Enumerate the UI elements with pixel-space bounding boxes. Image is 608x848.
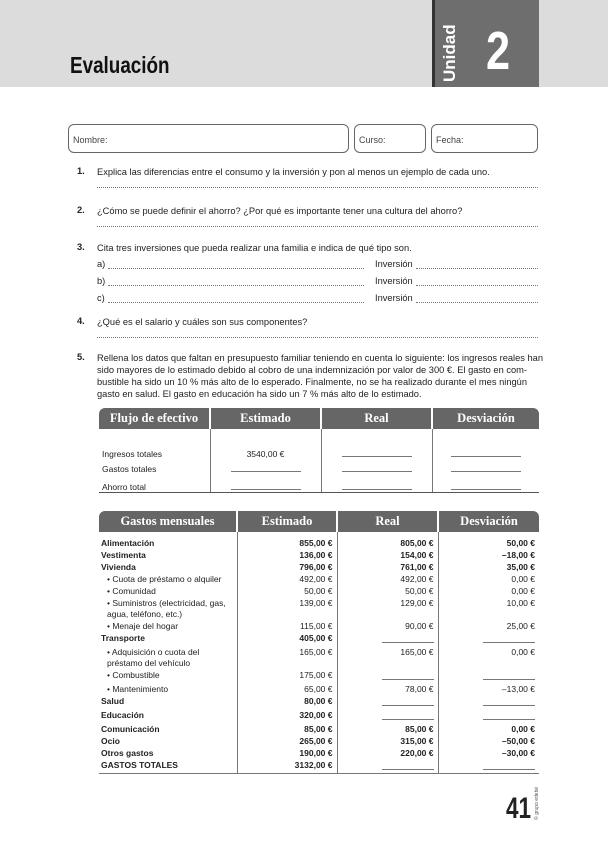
cell-real <box>337 669 438 683</box>
row-label: Ocio <box>99 735 237 747</box>
cell-dev <box>438 632 539 646</box>
answer-line[interactable] <box>416 268 538 269</box>
question-text-line: gasto en salud. El gasto en educación ha sido un 7 % más alto de lo estimado. <box>97 389 422 399</box>
cell-dev: 35,00 € <box>506 562 535 572</box>
blank-cell[interactable] <box>451 462 521 472</box>
blank-cell[interactable] <box>483 760 535 770</box>
cash-flow-table <box>99 408 539 493</box>
cell-dev: 0,00 € <box>511 724 535 734</box>
cell-est: 50,00 € <box>237 585 337 597</box>
cell-dev: 0,00 € <box>511 586 535 596</box>
question-text-line: sido mayores de lo estimado debido al cobro de una indemnización por valor de 300 €. El gasto en com- <box>97 365 527 375</box>
cell-dev: 25,00 € <box>506 621 535 631</box>
table-row <box>99 735 539 747</box>
cell-est: 175,00 € <box>237 669 337 683</box>
cell-real: 165,00 € <box>337 646 438 669</box>
item-label: a) <box>97 259 106 269</box>
table-row <box>99 747 539 759</box>
col-header: Estimado <box>210 408 321 429</box>
monthly-expenses-table <box>99 511 539 774</box>
cell-est: 165,00 € <box>237 646 337 669</box>
row-label: Ahorro total <box>99 474 210 493</box>
table-row <box>99 459 539 474</box>
cell-est: 65,00 € <box>237 683 337 695</box>
row-label: • Suministros (electricidad, gas, agua, teléfono, etc.) <box>99 597 237 620</box>
blank-cell[interactable] <box>231 480 301 490</box>
cell-real <box>337 709 438 723</box>
table-row <box>99 759 539 774</box>
cell-estimated: 3540,00 € <box>210 444 321 459</box>
cell-real: 761,00 € <box>337 561 438 573</box>
answer-line[interactable] <box>108 285 364 286</box>
row-label: Otros gastos <box>99 747 237 759</box>
row-label: • Comunidad <box>99 585 237 597</box>
table-row <box>99 549 539 561</box>
cell-est: 405,00 € <box>237 632 337 646</box>
table-row <box>99 597 539 620</box>
item-label: c) <box>97 293 105 303</box>
cell-real: 129,00 € <box>337 597 438 620</box>
publisher-credit: © grupo edebé <box>534 786 540 820</box>
blank-cell[interactable] <box>451 447 521 457</box>
row-label: • Adquisición o cuota del préstamo del vehículo <box>99 646 237 669</box>
table-row <box>99 646 539 669</box>
question-number: 4. <box>77 316 85 326</box>
answer-line[interactable] <box>97 226 538 227</box>
name-field[interactable]: Nombre: <box>68 124 349 153</box>
blank-cell[interactable] <box>382 696 434 706</box>
cell-est: 85,00 € <box>237 723 337 735</box>
course-field[interactable]: Curso: <box>354 124 426 153</box>
cell-real: 315,00 € <box>337 735 438 747</box>
table-row <box>99 683 539 695</box>
cell-dev: –13,00 € <box>501 684 535 694</box>
cell-est: 492,00 € <box>237 573 337 585</box>
table-row <box>99 474 539 493</box>
cell-est: 190,00 € <box>237 747 337 759</box>
blank-cell[interactable] <box>342 480 412 490</box>
date-field[interactable]: Fecha: <box>431 124 538 153</box>
blank-cell[interactable] <box>382 760 434 770</box>
investment-label: Inversión <box>375 259 413 269</box>
blank-cell[interactable] <box>451 480 521 490</box>
investment-label: Inversión <box>375 276 413 286</box>
cell-real: 85,00 € <box>337 723 438 735</box>
blank-cell[interactable] <box>342 447 412 457</box>
row-label: • Cuota de préstamo o alquiler <box>99 573 237 585</box>
cell-est: 80,00 € <box>237 695 337 709</box>
blank-cell[interactable] <box>483 633 535 643</box>
row-label: Vestimenta <box>99 549 237 561</box>
answer-line[interactable] <box>97 187 538 188</box>
question-text: Cita tres inversiones que pueda realizar una familia e indica de qué tipo son. <box>97 243 412 253</box>
question-number: 5. <box>77 352 85 362</box>
page-number: 41 <box>506 792 532 825</box>
row-label: Vivienda <box>99 561 237 573</box>
col-header: Desviación <box>438 511 539 532</box>
row-label: Ingresos totales <box>99 444 210 459</box>
cell-dev <box>438 695 539 709</box>
row-label: Transporte <box>99 632 237 646</box>
cell-est: 136,00 € <box>237 549 337 561</box>
blank-cell[interactable] <box>382 670 434 680</box>
table-row <box>99 620 539 632</box>
cell-est: 855,00 € <box>237 532 337 549</box>
cell-real: 78,00 € <box>337 683 438 695</box>
cell-est: 796,00 € <box>237 561 337 573</box>
table-row <box>99 669 539 683</box>
table-row <box>99 532 539 549</box>
table-row <box>99 585 539 597</box>
answer-line[interactable] <box>97 337 538 338</box>
question-number: 1. <box>77 166 85 176</box>
question-text: Explica las diferencias entre el consumo y la inversión y pon al menos un ejemplo de cada uno. <box>97 167 490 177</box>
cell-real: 492,00 € <box>337 573 438 585</box>
row-label: Alimentación <box>99 532 237 549</box>
answer-line[interactable] <box>416 302 538 303</box>
cell-est: 139,00 € <box>237 597 337 620</box>
cell-est: 265,00 € <box>237 735 337 747</box>
blank-cell[interactable] <box>483 710 535 720</box>
item-label: b) <box>97 276 106 286</box>
blank-cell[interactable] <box>483 670 535 680</box>
cell-real <box>337 695 438 709</box>
cell-real <box>337 759 438 774</box>
cell-real: 805,00 € <box>337 532 438 549</box>
question-number: 3. <box>77 242 85 252</box>
cell-dev: –30,00 € <box>501 748 535 758</box>
blank-cell[interactable] <box>483 696 535 706</box>
unit-label: Unidad <box>440 24 459 82</box>
cell-dev: 50,00 € <box>506 538 535 548</box>
row-label: Gastos totales <box>99 459 210 474</box>
row-label: Comunicación <box>99 723 237 735</box>
col-header: Real <box>321 408 432 429</box>
cell-dev: 0,00 € <box>511 574 535 584</box>
col-header: Real <box>337 511 438 532</box>
page-title: Evaluación <box>70 52 170 78</box>
cell-dev: –18,00 € <box>501 550 535 560</box>
row-label: Educación <box>99 709 237 723</box>
col-header: Gastos mensuales <box>99 511 237 532</box>
answer-line[interactable] <box>108 302 364 303</box>
row-label: • Menaje del hogar <box>99 620 237 632</box>
row-label: Salud <box>99 695 237 709</box>
row-label: • Combustible <box>99 669 237 683</box>
cell-est: 320,00 € <box>237 709 337 723</box>
cell-real: 50,00 € <box>337 585 438 597</box>
cell-dev <box>438 709 539 723</box>
cell-dev <box>438 669 539 683</box>
cell-real: 220,00 € <box>337 747 438 759</box>
table-row <box>99 709 539 723</box>
answer-line[interactable] <box>108 268 364 269</box>
cell-dev: 10,00 € <box>506 598 535 608</box>
question-number: 2. <box>77 205 85 215</box>
cell-real: 154,00 € <box>337 549 438 561</box>
answer-line[interactable] <box>416 285 538 286</box>
blank-cell[interactable] <box>382 633 434 643</box>
col-header: Desviación <box>432 408 539 429</box>
table-row <box>99 561 539 573</box>
table-row <box>99 632 539 646</box>
row-label: GASTOS TOTALES <box>99 759 237 774</box>
investment-label: Inversión <box>375 293 413 303</box>
table-row <box>99 444 539 459</box>
question-text: ¿Qué es el salario y cuáles son sus componentes? <box>97 317 308 327</box>
table-row <box>99 695 539 709</box>
cell-dev: –50,00 € <box>501 736 535 746</box>
blank-cell[interactable] <box>342 462 412 472</box>
cell-real: 90,00 € <box>337 620 438 632</box>
unit-number: 2 <box>486 21 511 81</box>
row-label: • Mantenimiento <box>99 683 237 695</box>
col-header: Flujo de efectivo <box>99 408 210 429</box>
blank-cell[interactable] <box>231 462 301 472</box>
table-row <box>99 723 539 735</box>
table-row <box>99 573 539 585</box>
question-text-line: bustible ha sido un 10 % más alto de lo esperado. Finalmente, no se ha realizado durante el mes ningún <box>97 377 527 387</box>
cell-dev: 0,00 € <box>511 647 535 657</box>
blank-cell[interactable] <box>382 710 434 720</box>
question-text: ¿Cómo se puede definir el ahorro? ¿Por qué es importante tener una cultura del ahorro? <box>97 206 463 216</box>
col-header: Estimado <box>237 511 337 532</box>
cell-est: 115,00 € <box>237 620 337 632</box>
cell-est: 3132,00 € <box>237 759 337 774</box>
cell-dev <box>438 759 539 774</box>
question-text-line: Rellena los datos que faltan en presupuesto familiar teniendo en cuenta lo siguiente: los ingresos reales han <box>97 353 544 363</box>
cell-real <box>337 632 438 646</box>
